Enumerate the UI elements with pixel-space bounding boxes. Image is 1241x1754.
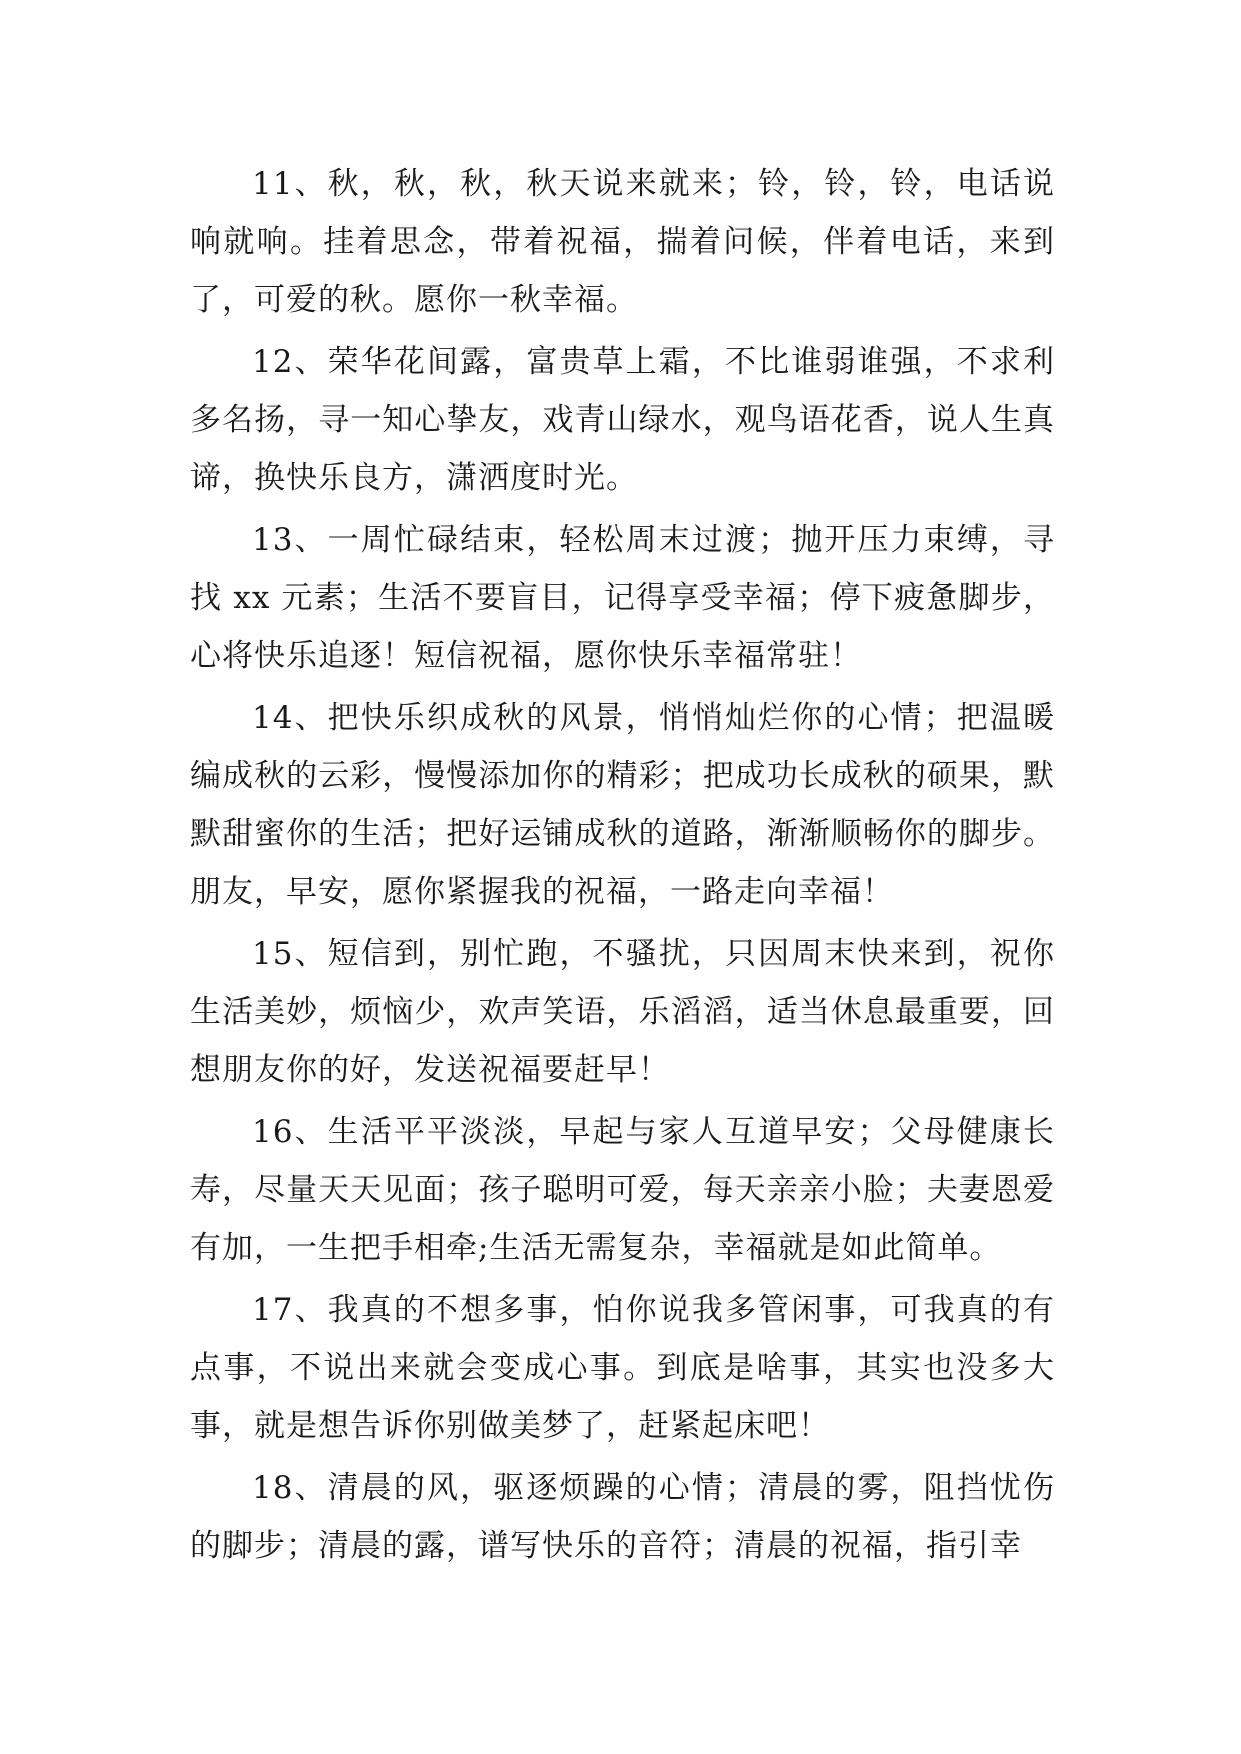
paragraph-18: 18、清晨的风，驱逐烦躁的心情；清晨的雾，阻挡忧伤的脚步；清晨的露，谱写快乐的音符；清晨的祝福，指引幸 <box>190 1470 1055 1564</box>
paragraph-13: 13、一周忙碌结束，轻松周末过渡；抛开压力束缚，寻找 xx 元素；生活不要盲目，记得享受幸福；停下疲惫脚步，心将快乐追逐！短信祝福，愿你快乐幸福常驻！ <box>190 522 1055 674</box>
paragraph-17: 17、我真的不想多事，怕你说我多管闲事，可我真的有点事，不说出来就会变成心事。到底是啥事，其实也没多大事，就是想告诉你别做美梦了，赶紧起床吧！ <box>190 1292 1055 1444</box>
document-body <box>190 155 1055 1579</box>
paragraph-11: 11、秋，秋，秋，秋天说来就来；铃，铃，铃，电话说响就响。挂着思念，带着祝福，揣着问候，伴着电话，来到了，可爱的秋。愿你一秋幸福。 <box>190 166 1055 318</box>
paragraph-16: 16、生活平平淡淡，早起与家人互道早安；父母健康长寿，尽量天天见面；孩子聪明可爱，每天亲亲小脸；夫妻恩爱有加，一生把手相牵;生活无需复杂，幸福就是如此简单。 <box>190 1114 1055 1266</box>
paragraph-14: 14、把快乐织成秋的风景，悄悄灿烂你的心情；把温暖编成秋的云彩，慢慢添加你的精彩；把成功长成秋的硕果，默默甜蜜你的生活；把好运铺成秋的道路，渐渐顺畅你的脚步。朋友，早安，愿你紧握我的祝福，一路走向幸福！ <box>190 700 1055 910</box>
paragraph-15: 15、短信到，别忙跑，不骚扰，只因周末快来到，祝你生活美妙，烦恼少，欢声笑语，乐滔滔，适当休息最重要，回想朋友你的好，发送祝福要赶早！ <box>190 936 1055 1088</box>
paragraph-12: 12、荣华花间露，富贵草上霜，不比谁弱谁强，不求利多名扬，寻一知心挚友，戏青山绿水，观鸟语花香，说人生真谛，换快乐良方，潇洒度时光。 <box>190 344 1055 496</box>
